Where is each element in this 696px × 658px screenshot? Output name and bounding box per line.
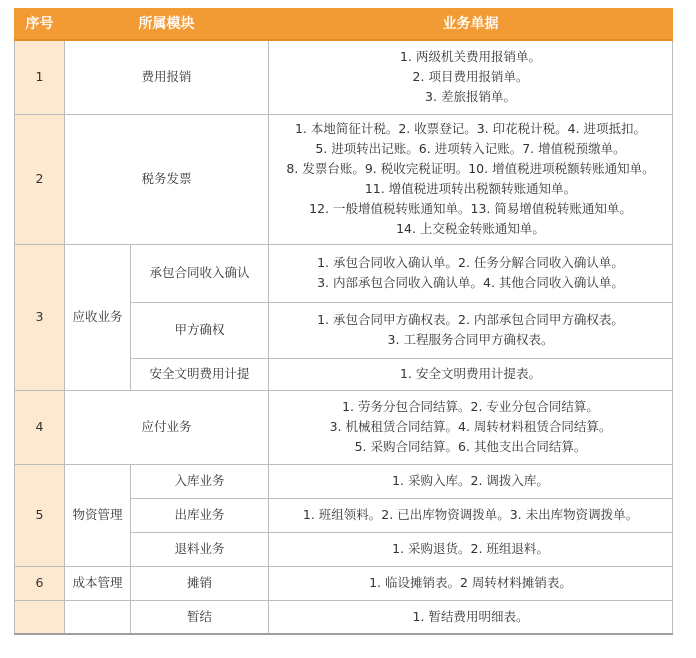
doc-line: 8. 发票台账。9. 税收完税证明。10. 增值税进项税额转账通知单。 xyxy=(286,161,655,176)
table-row xyxy=(15,114,673,244)
doc-line: 1. 临设摊销表。2 周转材料摊销表。 xyxy=(369,575,572,590)
doc-line: 1. 劳务分包合同结算。2. 专业分包合同结算。 xyxy=(342,399,599,414)
header-seq: 序号 xyxy=(15,9,65,41)
doc-line: 1. 两级机关费用报销单。 xyxy=(400,49,541,65)
table-row xyxy=(15,566,673,600)
row-module: 费用报销 xyxy=(65,40,269,114)
doc-line: 12. 一般增值税转账通知单。13. 简易增值税转账通知单。 xyxy=(309,201,632,216)
table-row xyxy=(15,390,673,464)
row-docs xyxy=(269,358,673,390)
table-row xyxy=(15,40,673,114)
row-module: 应收业务 xyxy=(65,244,131,390)
row-module: 物资管理 xyxy=(65,464,131,566)
row-seq: 2 xyxy=(15,114,65,244)
doc-line: 3. 工程服务合同甲方确权表。 xyxy=(387,332,554,347)
row-submodule: 出库业务 xyxy=(131,498,269,532)
row-seq: 4 xyxy=(15,390,65,464)
doc-line: 1. 采购入库。2. 调拨入库。 xyxy=(392,473,549,488)
header-docs: 业务单据 xyxy=(269,9,673,41)
doc-line: 5. 采购合同结算。6. 其他支出合同结算。 xyxy=(354,439,587,454)
table-row xyxy=(15,464,673,498)
row-module-empty xyxy=(65,600,131,634)
doc-line: 1. 暂结费用明细表。 xyxy=(412,608,529,624)
row-submodule: 退料业务 xyxy=(131,532,269,566)
row-seq: 3 xyxy=(15,244,65,390)
row-submodule: 安全文明费用计提 xyxy=(131,358,269,390)
row-docs xyxy=(269,600,673,634)
doc-line: 1. 承包合同收入确认单。2. 任务分解合同收入确认单。 xyxy=(317,255,624,270)
doc-line: 3. 差旅报销单。 xyxy=(425,89,516,105)
row-docs xyxy=(269,390,673,464)
row-docs xyxy=(269,532,673,566)
row-module: 成本管理 xyxy=(65,566,131,600)
row-docs xyxy=(269,244,673,302)
doc-line: 5. 进项转出记账。6. 进项转入记账。7. 增值税预缴单。 xyxy=(315,141,626,156)
header-module: 所属模块 xyxy=(65,9,269,41)
row-submodule: 摊销 xyxy=(131,566,269,600)
doc-line: 1. 本地简征计税。2. 收票登记。3. 印花税计税。4. 进项抵扣。 xyxy=(294,121,647,136)
table-row xyxy=(15,600,673,634)
table-header-row xyxy=(15,9,673,41)
row-seq: 6 xyxy=(15,566,65,600)
doc-line: 11. 增值税进项转出税额转账通知单。 xyxy=(364,181,577,196)
row-module: 应付业务 xyxy=(65,390,269,464)
table-row xyxy=(15,244,673,302)
row-docs xyxy=(269,498,673,532)
row-seq: 1 xyxy=(15,40,65,114)
doc-line: 3. 内部承包合同收入确认单。4. 其他合同收入确认单。 xyxy=(317,275,624,290)
row-seq-empty xyxy=(15,600,65,634)
row-docs xyxy=(269,464,673,498)
doc-line: 14. 上交税金转账通知单。 xyxy=(396,221,545,236)
doc-line: 1. 安全文明费用计提表。 xyxy=(400,366,541,381)
row-seq: 5 xyxy=(15,464,65,566)
row-submodule: 承包合同收入确认 xyxy=(131,244,269,302)
doc-line: 1. 班组领料。2. 已出库物资调拨单。3. 未出库物资调拨单。 xyxy=(302,507,639,522)
row-docs xyxy=(269,566,673,600)
doc-line: 2. 项目费用报销单。 xyxy=(412,69,529,85)
row-submodule: 入库业务 xyxy=(131,464,269,498)
doc-line: 3. 机械租赁合同结算。4. 周转材料租赁合同结算。 xyxy=(329,419,612,434)
row-submodule: 暂结 xyxy=(131,600,269,634)
row-submodule: 甲方确权 xyxy=(131,302,269,358)
doc-line: 1. 承包合同甲方确权表。2. 内部承包合同甲方确权表。 xyxy=(317,312,624,327)
row-docs xyxy=(269,114,673,244)
row-docs xyxy=(269,302,673,358)
row-module: 税务发票 xyxy=(65,114,269,244)
row-docs xyxy=(269,40,673,114)
business-documents-table xyxy=(14,8,673,635)
doc-line: 1. 采购退货。2. 班组退料。 xyxy=(392,541,549,556)
